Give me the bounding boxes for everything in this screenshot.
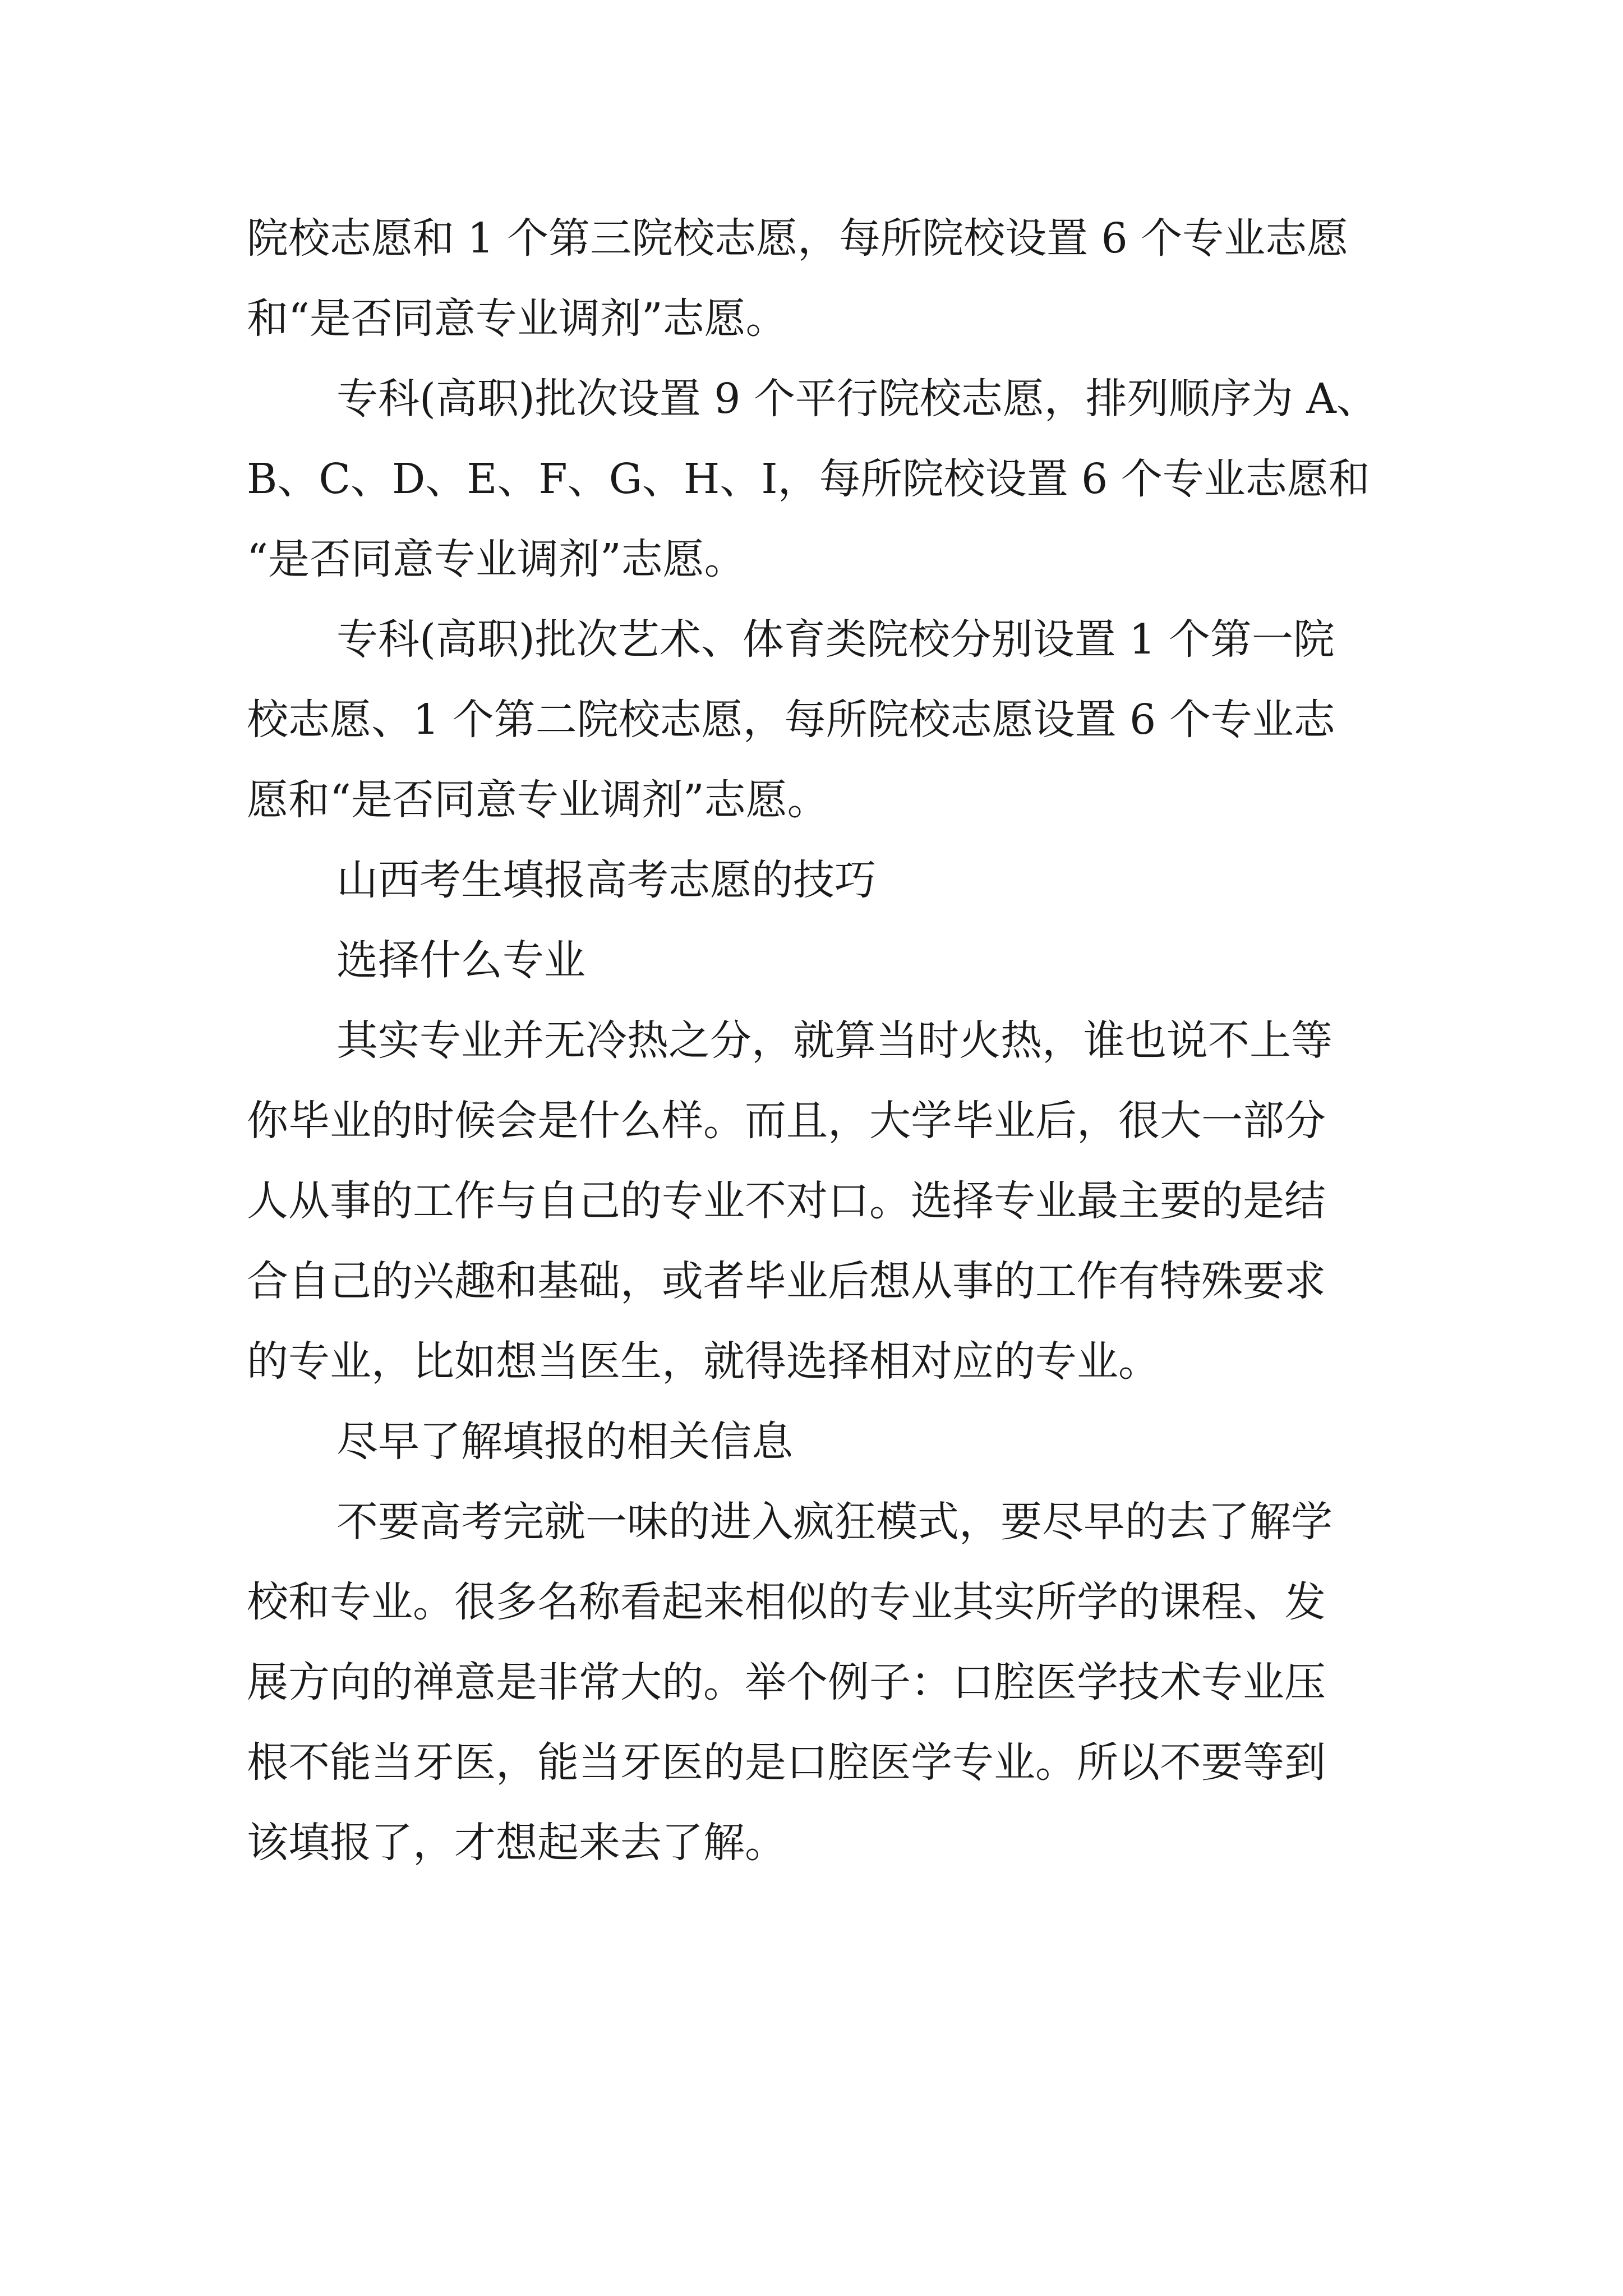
text-line: 愿和“是否同意专业调剂”志愿。 (247, 776, 829, 824)
text-line: 根不能当牙医，能当牙医的是口腔医学专业。所以不要等到 (247, 1738, 1326, 1787)
subsection-heading: 选择什么专业 (336, 936, 585, 984)
paragraph-start-line: 专科(高职)批次艺术、体育类院校分别设置 1 个第一院 (336, 615, 1335, 664)
text-line: B、C、D、E、F、G、H、I，每所院校设置 6 个专业志愿和 (247, 455, 1370, 503)
text-line: “是否同意专业调剂”志愿。 (247, 535, 746, 583)
paragraph-start-line: 专科(高职)批次设置 9 个平行院校志愿，排列顺序为 A、 (336, 375, 1378, 423)
text-line: 人从事的工作与自己的专业不对口。选择专业最主要的是结 (247, 1177, 1326, 1225)
text-line: 合自己的兴趣和基础，或者毕业后想从事的工作有特殊要求 (247, 1257, 1326, 1305)
text-line: 和“是否同意专业调剂”志愿。 (247, 295, 787, 343)
text-line: 院校志愿和 1 个第三院校志愿，每所院校设置 6 个专业志愿 (247, 214, 1349, 263)
text-line: 的专业，比如想当医生，就得选择相对应的专业。 (247, 1337, 1160, 1386)
subsection-heading: 尽早了解填报的相关信息 (336, 1418, 793, 1466)
paragraph-start-line: 其实专业并无冷热之分，就算当时火热，谁也说不上等 (336, 1016, 1332, 1065)
text-line: 校志愿、1 个第二院校志愿，每所院校志愿设置 6 个专业志 (247, 696, 1335, 744)
section-heading: 山西考生填报高考志愿的技巧 (336, 856, 876, 904)
text-line: 该填报了，才想起来去了解。 (247, 1819, 786, 1867)
text-line: 你毕业的时候会是什么样。而且，大学毕业后，很大一部分 (247, 1097, 1326, 1145)
text-line: 展方向的禅意是非常大的。举个例子：口腔医学技术专业压 (247, 1658, 1326, 1706)
text-line: 校和专业。很多名称看起来相似的专业其实所学的课程、发 (247, 1578, 1326, 1626)
paragraph-start-line: 不要高考完就一味的进入疯狂模式，要尽早的去了解学 (336, 1498, 1332, 1546)
